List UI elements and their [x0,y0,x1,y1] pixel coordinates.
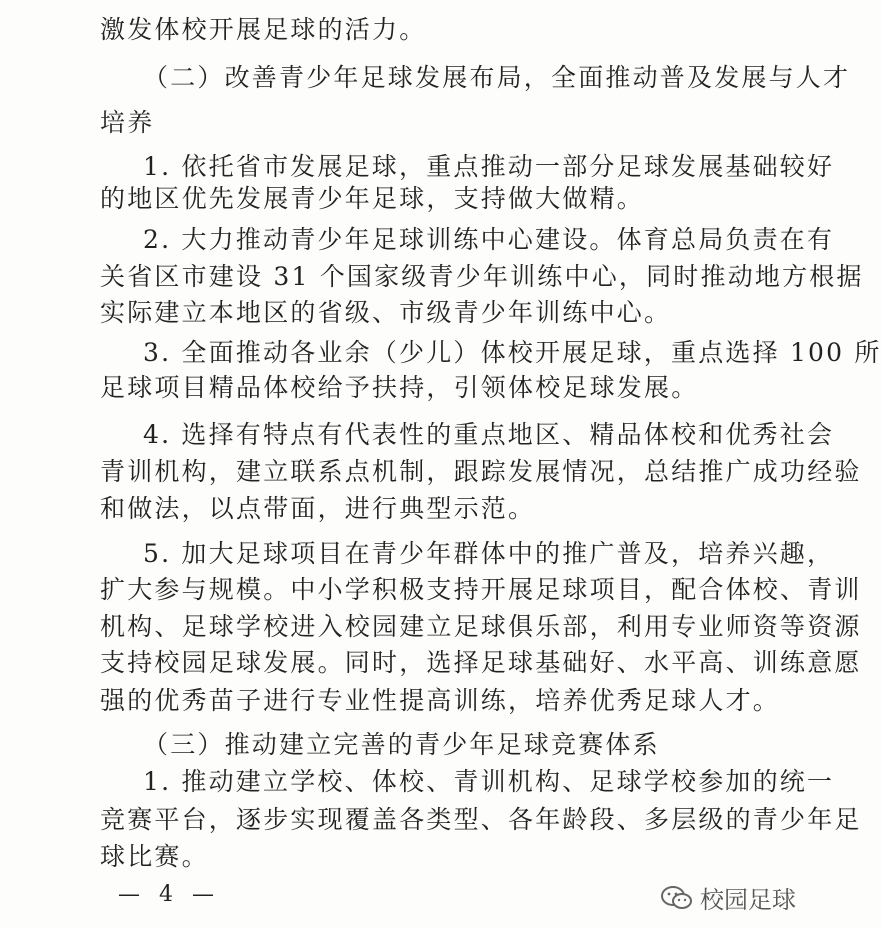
text-line: 和做法，以点带面，进行典型示范。 [100,494,536,523]
text-line: 青训机构，建立联系点机制，跟踪发展情况，总结推广成功经验 [100,457,862,486]
text-line: （二）改善青少年足球发展布局，全面推动普及发展与人才 [143,63,851,92]
text-line: 球比赛。 [100,842,209,871]
text-line: 培养 [100,108,155,137]
watermark-text: 校园足球 [700,886,796,914]
text-line: 足球项目精品体校给予扶持，引领体校足球发展。 [100,373,699,402]
text-line: 1. 依托省市发展足球，重点推动一部分足球发展基础较好 [143,152,835,181]
watermark [660,880,796,915]
text-line: 2. 大力推动青少年足球训练中心建设。体育总局负责在有 [143,225,835,254]
text-line: 强的优秀苗子进行专业性提高训练，培养优秀足球人才。 [100,686,781,715]
text-line: （三）推动建立完善的青少年足球竞赛体系 [143,730,660,759]
text-line: 3. 全面推动各业余（少儿）体校开展足球，重点选择 100 所 [143,338,882,367]
wechat-icon [660,885,694,911]
text-line: 激发体校开展足球的活力。 [100,15,427,44]
text-line: 扩大参与规模。中小学积极支持开展足球项目，配合体校、青训 [100,575,862,604]
text-line: 关省区市建设 31 个国家级青少年训练中心，同时推动地方根据 [100,262,864,291]
text-line: 的地区优先发展青少年足球，支持做大做精。 [100,184,645,213]
page-number: — 4 — [118,882,220,907]
text-line: 5. 加大足球项目在青少年群体中的推广普及，培养兴趣， [143,539,835,568]
text-line: 4. 选择有特点有代表性的重点地区、精品体校和优秀社会 [143,420,835,449]
text-line: 支持校园足球发展。同时，选择足球基础好、水平高、训练意愿 [100,648,862,677]
text-line: 机构、足球学校进入校园建立足球俱乐部，利用专业师资等资源 [100,612,862,641]
text-line: 1. 推动建立学校、体校、青训机构、足球学校参加的统一 [143,767,835,796]
text-line: 竞赛平台，逐步实现覆盖各类型、各年龄段、多层级的青少年足 [100,805,862,834]
text-line: 实际建立本地区的省级、市级青少年训练中心。 [100,298,672,327]
